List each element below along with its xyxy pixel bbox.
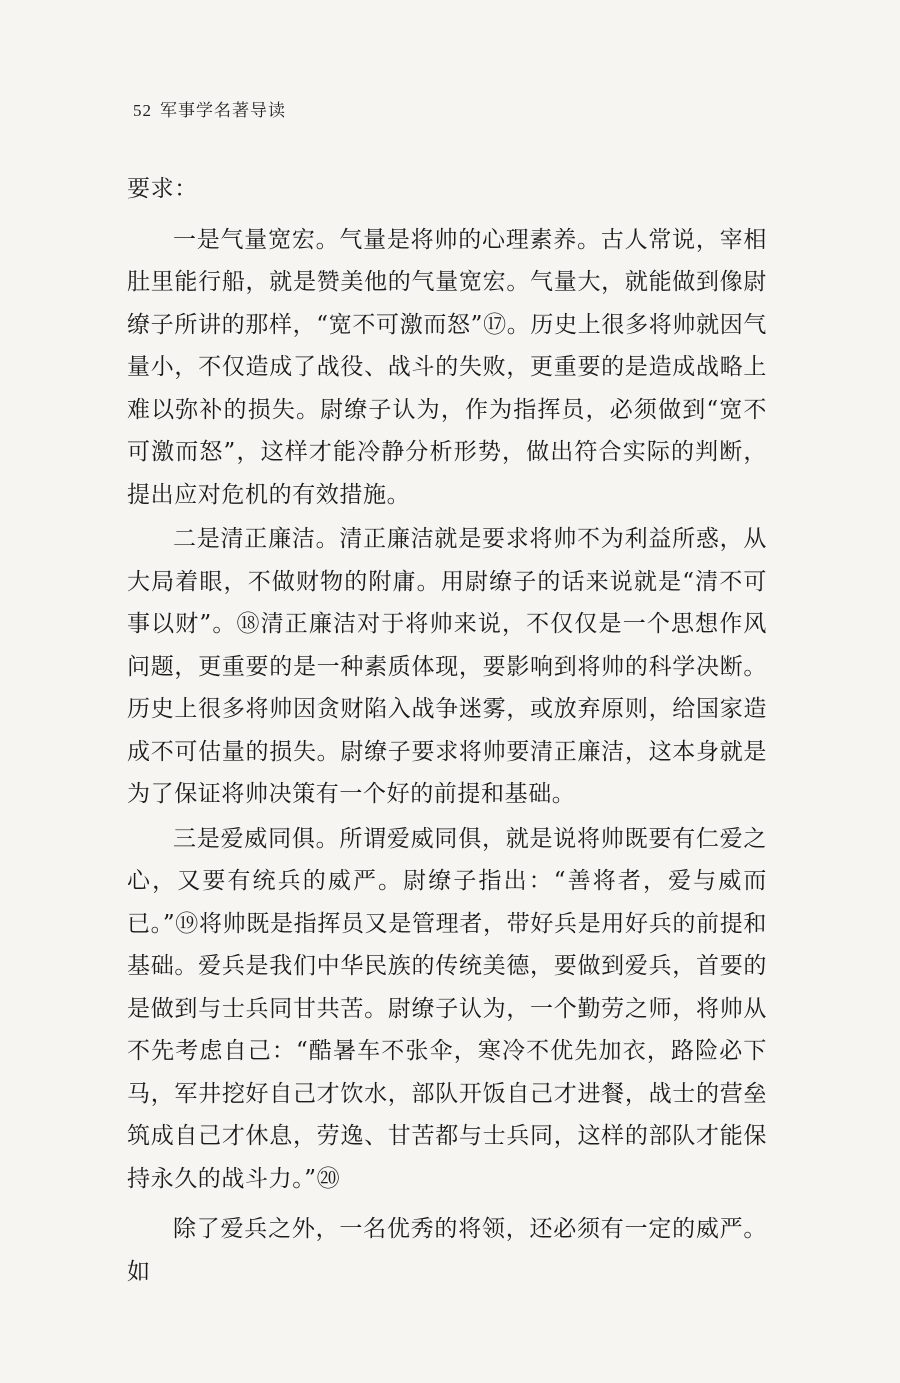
paragraph-lead-in: 要求： [127, 176, 198, 202]
paragraph-continuation: 除了爱兵之外，一名优秀的将领，还必须有一定的威严。如 [127, 1216, 767, 1285]
paragraph-love-and-authority: 三是爱威同俱。所谓爱威同俱，就是说将帅既要有仁爱之心，又要有统兵的威严。尉缭子指出：“善将者，爱与威而已。”⑲将帅既是指挥员又是管理者，带好兵是用好兵的前提和基础。爱兵是我们中华民族的传统美德，要做到爱兵，首要的是做到与士兵同甘共苦。尉缭子认为，一个勤劳之师，将帅从不先考虑自己：“酷暑车不张伞，寒冷不优先加衣，路险必下马，军井挖好自己才饮水，部队开饭自己才进餐，战士的营垒筑成自己才休息，劳逸、甘苦都与士兵同，这样的部队才能保持永久的战斗力。”⑳ [127, 825, 767, 1192]
paragraph-integrity: 二是清正廉洁。清正廉洁就是要求将帅不为利益所惑，从大局着眼，不做财物的附庸。用尉缭子的话来说就是“清不可事以财”。⑱清正廉洁对于将帅来说，不仅仅是一个思想作风问题，更重要的是一种素质体现，要影响到将帅的科学决断。历史上很多将帅因贪财陷入战争迷雾，或放弃原则，给国家造成不可估量的损失。尉缭子要求将帅要清正廉洁，这本身就是为了保证将帅决策有一个好的前提和基础。 [127, 526, 767, 807]
body-text [127, 168, 767, 1293]
running-header [133, 96, 286, 121]
book-title: 军事学名著导读 [160, 101, 286, 121]
page-number: 52 [133, 101, 152, 120]
paragraph-magnanimity: 一是气量宽宏。气量是将帅的心理素养。古人常说，宰相肚里能行船，就是赞美他的气量宽宏。气量大，就能做到像尉缭子所讲的那样，“宽不可激而怒”⑰。历史上很多将帅就因气量小，不仅造成了战役、战斗的失败，更重要的是造成战略上难以弥补的损失。尉缭子认为，作为指挥员，必须做到“宽不可激而怒”，这样才能冷静分析形势，做出符合实际的判断，提出应对危机的有效措施。 [127, 226, 767, 508]
